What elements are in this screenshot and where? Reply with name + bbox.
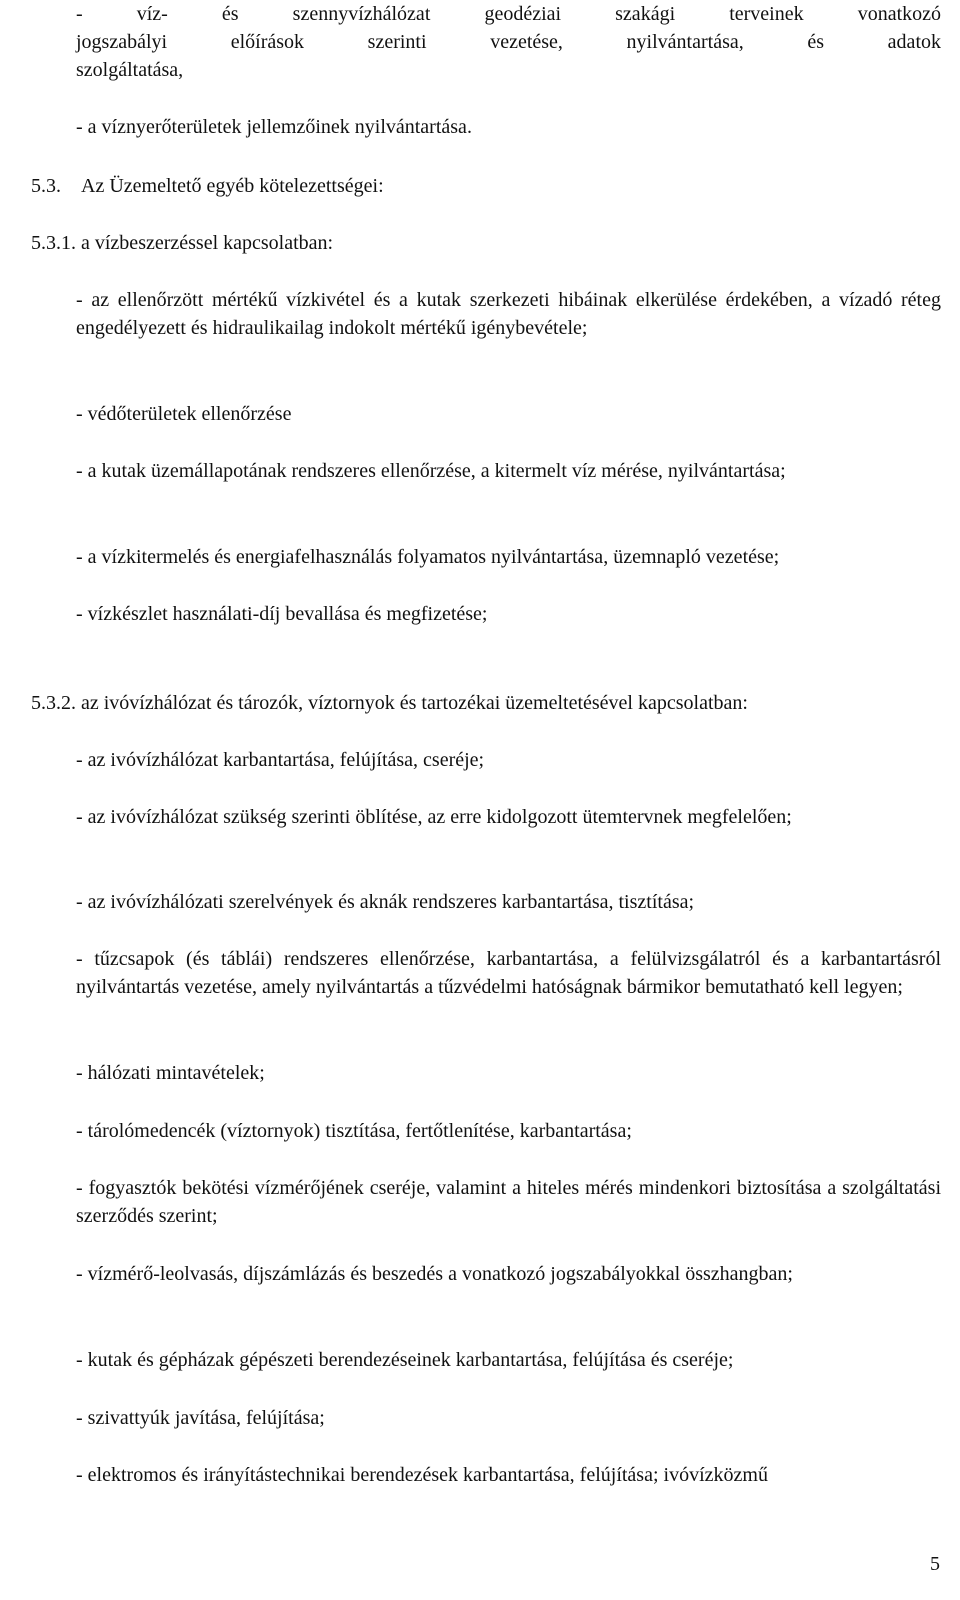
list-item: - szivattyúk javítása, felújítása; [76,1407,325,1429]
section-heading-5-3-1 [31,229,896,257]
list-item: - tűzcsapok (és táblái) rendszeres ellenőrzése, karbantartása, a felülvizsgálatról és a karbantartásról nyilvántartás vezetése, amely nyilvántartás a tűzvédelmi hatóságnak bármikor bemutatható kell legyen; [76,948,941,998]
list-item: - a kutak üzemállapotának rendszeres ellenőrzése, a kitermelt víz mérése, nyilvántartása; [76,460,786,482]
list-item: - védőterületek ellenőrzése [76,403,292,425]
list-item: - az ivóvízhálózat szükség szerinti öblítése, az erre kidolgozott ütemtervnek megfelelően; [76,806,792,828]
section-title: az ivóvízhálózat és tározók, víztornyok és tartozékai üzemeltetésével kapcsolatban: [81,692,748,714]
section-title: a vízbeszerzéssel kapcsolatban: [81,232,334,254]
intro-line-1: - víz- és szennyvízhálózat geodéziai szakági terveinek vonatkozó [76,3,941,25]
list-item: - az ivóvízhálózati szerelvények és aknák rendszeres karbantartása, tisztítása; [76,891,695,913]
page-number: 5 [930,1553,940,1575]
section-number: 5.3. [31,175,61,197]
list-item: - vízkészlet használati-díj bevallása és megfizetése; [76,603,488,625]
list-item: - kutak és gépházak gépészeti berendezéseinek karbantartása, felújítása és cseréje; [76,1349,734,1371]
list-item: - a vízkitermelés és energiafelhasználás folyamatos nyilvántartása, üzemnapló vezetése; [76,546,780,568]
list-item: - az ivóvízhálózat karbantartása, felújítása, cseréje; [76,749,485,771]
section-number: 5.3.2. [31,692,76,714]
list-item: - vízmérő-leolvasás, díjszámlázás és beszedés a vonatkozó jogszabályokkal összhangban; [76,1263,793,1285]
list-item: - tárolómedencék (víztornyok) tisztítása, fertőtlenítése, karbantartása; [76,1120,632,1142]
section-title: Az Üzemeltető egyéb kötelezettségei: [81,175,384,197]
intro-line-2: jogszabályi előírások szerinti vezetése, nyilvántartása, és adatok [76,31,941,53]
list-item: - az ellenőrzött mértékű vízkivétel és a kutak szerkezeti hibáinak elkerülése érdekében, a vízadó réteg engedélyezett és hidraulikailag indokolt mértékű igénybevétele; [76,289,941,339]
list-item: - hálózati mintavételek; [76,1062,265,1084]
intro-line-4: - a víznyerőterületek jellemzőinek nyilvántartása. [76,116,472,138]
section-heading-5-3 [31,172,896,200]
section-number: 5.3.1. [31,232,76,254]
list-item: - fogyasztók bekötési vízmérőjének cseréje, valamint a hiteles mérés mindenkori biztosítása a szolgáltatási szerződés szerint; [76,1177,941,1227]
section-heading-5-3-2 [31,689,896,717]
list-item: - elektromos és irányítástechnikai berendezések karbantartása, felújítása; ivóvízközmű [76,1464,768,1486]
intro-line-3: szolgáltatása, [76,59,184,81]
